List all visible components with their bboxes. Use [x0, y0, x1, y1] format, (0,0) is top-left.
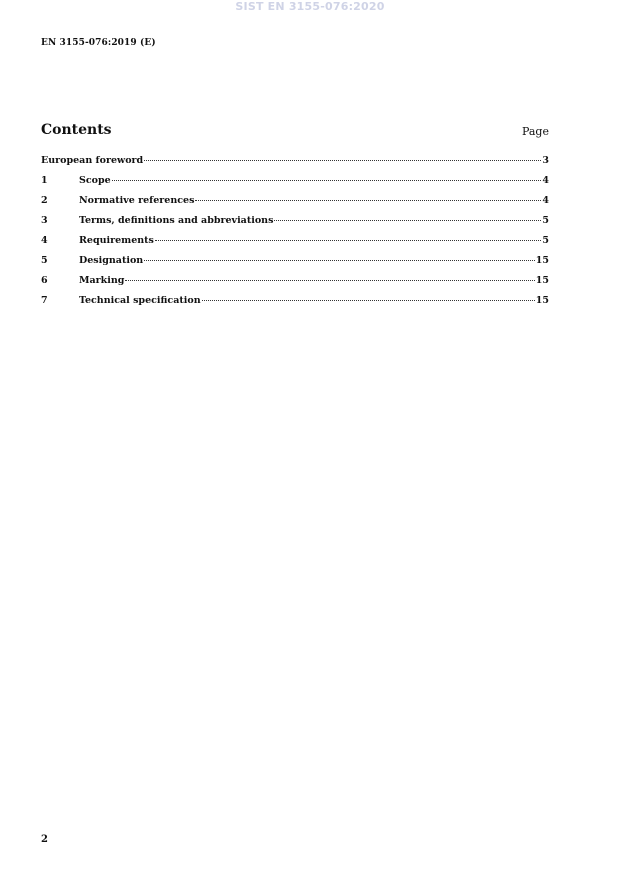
toc-entry-number: 6 [41, 275, 48, 286]
dot-leader [125, 280, 534, 281]
toc-entry-number: 4 [41, 235, 48, 246]
toc-entry-terms[interactable] [41, 215, 549, 235]
toc-entry-number: 7 [41, 295, 48, 306]
toc-entry-page: 4 [542, 175, 549, 186]
dot-leader [155, 240, 541, 241]
toc-entry-title: Requirements [79, 235, 154, 246]
toc-entry-title: Scope [79, 175, 111, 186]
toc-entry-requirements[interactable] [41, 235, 549, 255]
toc-entry-page: 15 [535, 255, 549, 266]
dot-leader [202, 300, 535, 301]
toc-entry-page: 15 [535, 295, 549, 306]
table-of-contents [41, 155, 549, 315]
dot-leader [195, 200, 541, 201]
toc-entry-technical-specification[interactable] [41, 295, 549, 315]
toc-entry-number: 2 [41, 195, 48, 206]
toc-entry-page: 5 [542, 235, 549, 246]
toc-entry-title: Technical specification [79, 295, 201, 306]
toc-entry-page: 5 [542, 215, 549, 226]
dot-leader [112, 180, 542, 181]
toc-entry-title: Marking [79, 275, 125, 286]
toc-entry-page: 3 [542, 155, 549, 166]
toc-entry-foreword[interactable] [41, 155, 549, 175]
dot-leader [274, 220, 541, 221]
toc-entry-scope[interactable] [41, 175, 549, 195]
toc-entry-title: Terms, definitions and abbreviations [79, 215, 274, 226]
toc-entry-title: Designation [79, 255, 144, 266]
dot-leader [144, 260, 535, 261]
toc-entry-page: 15 [535, 275, 549, 286]
page-number: 2 [41, 834, 48, 845]
toc-entry-number: 3 [41, 215, 48, 226]
toc-entry-designation[interactable] [41, 255, 549, 275]
toc-entry-marking[interactable] [41, 275, 549, 295]
dot-leader [144, 160, 541, 161]
toc-entry-normative-references[interactable] [41, 195, 549, 215]
contents-heading: Contents [41, 122, 112, 138]
toc-entry-number: 1 [41, 175, 48, 186]
toc-entry-title: Normative references [79, 195, 195, 206]
toc-entry-page: 4 [542, 195, 549, 206]
page-column-label: Page [521, 125, 549, 138]
document-id-header: EN 3155-076:2019 (E) [41, 38, 156, 48]
watermark-text: SIST EN 3155-076:2020 [235, 0, 385, 13]
toc-entry-title: European foreword [41, 155, 144, 166]
toc-entry-number: 5 [41, 255, 48, 266]
